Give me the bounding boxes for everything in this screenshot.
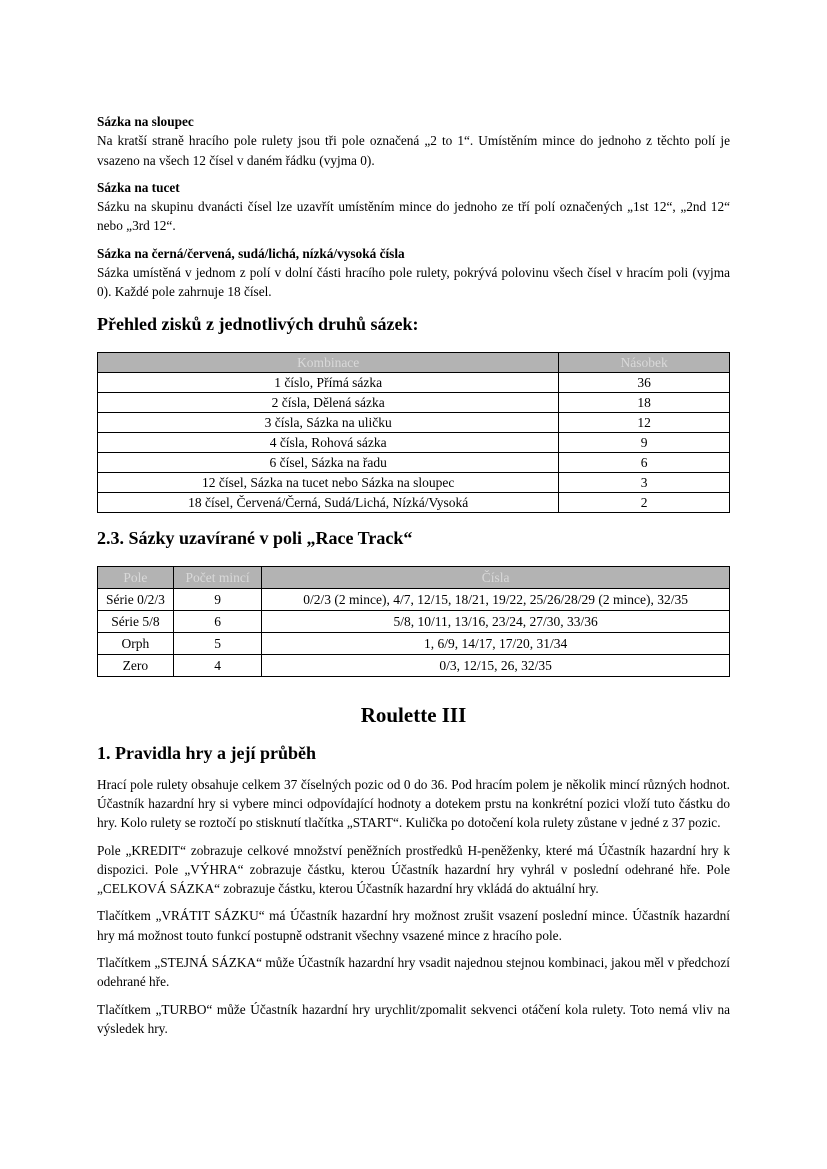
table-row (98, 372, 730, 392)
table-row (98, 412, 730, 432)
table-row (98, 632, 730, 654)
table-cell: 3 (559, 472, 730, 492)
table-row (98, 492, 730, 512)
table-row (98, 588, 730, 610)
table-cell: 18 čísel, Červená/Černá, Sudá/Lichá, Nízká/Vysoká (98, 492, 559, 512)
section-even-chance-bet (97, 244, 730, 302)
payout-table-body (98, 372, 730, 512)
table-cell: Série 5/8 (98, 610, 174, 632)
table-cell: 5/8, 10/11, 13/16, 23/24, 27/30, 33/36 (262, 610, 730, 632)
column-header: Kombinace (98, 352, 559, 372)
table-cell: 4 (173, 654, 261, 676)
section-body: Sázku na skupinu dvanácti čísel lze uzavřít umístěním mince do jednoho ze tří polí označených „1st 12“, „2nd 12“ nebo „3rd 12“. (97, 199, 730, 234)
table-cell: 4 čísla, Rohová sázka (98, 432, 559, 452)
table-cell: Série 0/2/3 (98, 588, 174, 610)
table-cell: 0/3, 12/15, 26, 32/35 (262, 654, 730, 676)
rules-paragraph: Tlačítkem „VRÁTIT SÁZKU“ má Účastník hazardní hry možnost zrušit vsazení poslední mince. Účastník hazardní hry má možnost touto funkcí postupně odstranit všechny vsazené mince z hracího pole. (97, 908, 730, 943)
race-track-heading: 2.3. Sázky uzavírané v poli „Race Track“ (97, 527, 413, 548)
table-row (98, 610, 730, 632)
section-dozen-bet (97, 178, 730, 236)
section-body: Na kratší straně hracího pole rulety jsou tři pole označená „2 to 1“. Umístěním mince do jednoho z těchto polí je vsazeno na všech 12 čísel v daném řádku (vyjma 0). (97, 133, 730, 168)
table-cell: Zero (98, 654, 174, 676)
table-row (98, 432, 730, 452)
section-heading: Sázka na sloupec (97, 114, 194, 129)
column-header: Počet mincí (173, 566, 261, 588)
payout-table-header (98, 352, 730, 372)
table-cell: Orph (98, 632, 174, 654)
table-cell: 6 (173, 610, 261, 632)
table-cell: 3 čísla, Sázka na uličku (98, 412, 559, 432)
table-cell: 5 (173, 632, 261, 654)
table-cell: 9 (559, 432, 730, 452)
table-cell: 18 (559, 392, 730, 412)
section-heading: Sázka na tucet (97, 179, 180, 195)
column-header: Pole (98, 566, 174, 588)
header-row (98, 352, 730, 372)
section-body: Sázka umístěná v jednom z polí v dolní části hracího pole rulety, pokrývá polovinu všech čísel v hracím poli (vyjma 0). Každé pole zahrnuje 18 čísel. (97, 265, 730, 300)
payout-overview-heading: Přehled zisků z jednotlivých druhů sázek: (97, 313, 419, 334)
rules-paragraph: Hrací pole rulety obsahuje celkem 37 číselných pozic od 0 do 36. Pod hracím polem je několik mincí různých hodnot. Účastník hazardní hry si vybere minci odpovídající hodnoty a dotekem prstu na konkrétní pozici vloží tuto částku do hry. Kolo rulety se roztočí po stisknutí tlačítka „START“. Kulička po dotočení kola rulety zůstane v jedné z 37 pozic. (97, 776, 730, 831)
table-cell: 0/2/3 (2 mince), 4/7, 12/15, 18/21, 19/22, 25/26/28/29 (2 mince), 32/35 (262, 588, 730, 610)
table-row (98, 654, 730, 676)
table-cell: 12 (559, 412, 730, 432)
race-track-table-body (98, 588, 730, 676)
column-header: Čísla (262, 566, 730, 588)
column-header: Násobek (559, 352, 730, 372)
race-track-table-header (98, 566, 730, 588)
table-cell: 6 (559, 452, 730, 472)
table-row (98, 452, 730, 472)
rules-paragraph: Tlačítkem „TURBO“ může Účastník hazardní hry urychlit/zpomalit sekvenci otáčení kola rulety. Toto nemá vliv na výsledek hry. (97, 1001, 730, 1036)
chapter-title: Roulette III (360, 702, 467, 727)
section-column-bet (97, 112, 730, 170)
table-cell: 36 (559, 372, 730, 392)
table-row (98, 472, 730, 492)
table-cell: 9 (173, 588, 261, 610)
rules-heading: 1. Pravidla hry a její průběh (97, 742, 316, 763)
table-cell: 12 čísel, Sázka na tucet nebo Sázka na sloupec (98, 472, 559, 492)
table-cell: 2 čísla, Dělená sázka (98, 392, 559, 412)
section-heading: Sázka na černá/červená, sudá/lichá, nízká/vysoká čísla (97, 245, 405, 261)
table-cell: 1 číslo, Přímá sázka (98, 372, 559, 392)
rules-paragraph: Pole „KREDIT“ zobrazuje celkové množství peněžních prostředků H-peněženky, které má Účastník hazardní hry k dispozici. Pole „VÝHRA“ zobrazuje částku, kterou Účastník hazardní hry vyhrál v poslední odehrané hře. Pole „CELKOVÁ SÁZKA“ zobrazuje částku, kterou Účastník hazardní hry vkládá do aktuální hry. (97, 842, 730, 897)
table-cell: 1, 6/9, 14/17, 17/20, 31/34 (262, 632, 730, 654)
race-track-table (97, 566, 730, 677)
table-cell: 6 čísel, Sázka na řadu (98, 452, 559, 472)
rules-paragraph: Tlačítkem „STEJNÁ SÁZKA“ může Účastník hazardní hry vsadit najednou stejnou kombinaci, jakou měl v předchozí odehrané hře. (97, 955, 730, 990)
table-cell: 2 (559, 492, 730, 512)
payout-table (97, 352, 730, 513)
header-row (98, 566, 730, 588)
table-row (98, 392, 730, 412)
